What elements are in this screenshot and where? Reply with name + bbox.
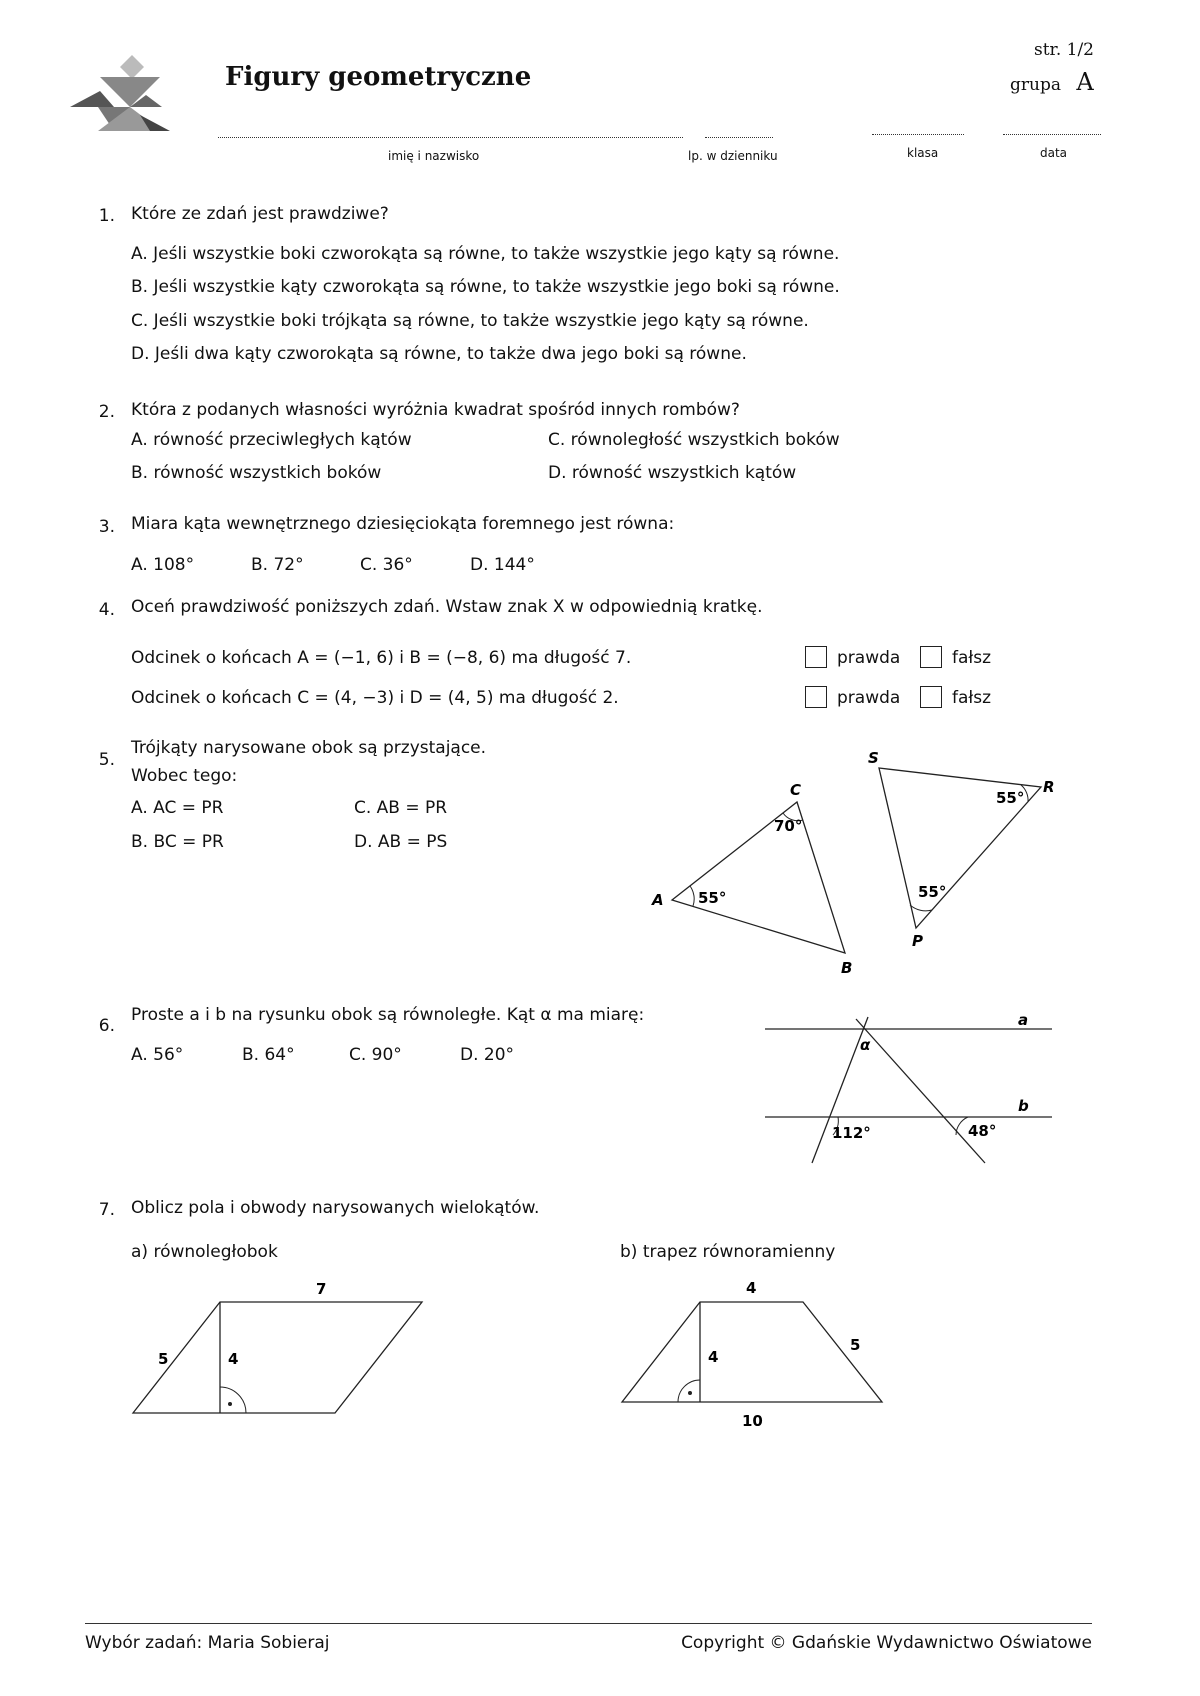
footer-author: Wybór zadań: Maria Sobieraj [85, 1633, 330, 1653]
label-side-5: 5 [158, 1350, 169, 1368]
angle-arc-a [690, 886, 694, 906]
trapezoid-figure [610, 1270, 910, 1430]
q6-number: 6. [98, 1016, 115, 1036]
q5-number: 5. [98, 750, 115, 770]
q4-s2-true-label: prawda [837, 688, 901, 708]
right-angle-arc-b [678, 1380, 700, 1402]
q6-option-a: A. 56° [131, 1045, 184, 1065]
q5-option-d: D. AB = PS [354, 832, 448, 852]
q6-option-c: C. 90° [349, 1045, 402, 1065]
label-angle-112: 112° [832, 1124, 871, 1142]
q6-option-b: B. 64° [242, 1045, 295, 1065]
group-label [1010, 68, 1094, 96]
label-side-5b: 5 [850, 1336, 861, 1354]
q2-option-d: D. równość wszystkich kątów [548, 463, 797, 483]
q6-text: Proste a i b na rysunku obok są równoległe. Kąt α ma miarę: [131, 1005, 645, 1025]
q1-text: Które ze zdań jest prawdziwe? [131, 204, 389, 224]
q4-statement-1: Odcinek o końcach A = (−1, 6) i B = (−8, 6) ma długość 7. [131, 648, 632, 668]
q2-option-a: A. równość przeciwległych kątów [131, 430, 412, 450]
q2-option-c: C. równoległość wszystkich boków [548, 430, 840, 450]
label-line-b: b [1018, 1097, 1029, 1115]
q7-part-b-label: b) trapez równoramienny [620, 1242, 836, 1262]
angle-arc-p [910, 905, 932, 911]
label-height-4: 4 [228, 1350, 239, 1368]
footer-divider [85, 1623, 1092, 1624]
q3-option-a: A. 108° [131, 555, 195, 575]
q2-text: Która z podanych własności wyróżnia kwadrat spośród innych rombów? [131, 400, 740, 420]
class-field-label: klasa [907, 146, 939, 160]
q3-text: Miara kąta wewnętrznego dziesięciokąta foremnego jest równa: [131, 514, 675, 534]
page-title: Figury geometryczne [225, 62, 532, 92]
parallelogram [133, 1302, 422, 1413]
q4-s2-false-checkbox[interactable] [920, 686, 942, 708]
right-angle-arc [220, 1387, 246, 1413]
q5-text: Trójkąty narysowane obok są przystające. [131, 738, 487, 758]
number-field-line[interactable] [705, 137, 773, 138]
label-height-4b: 4 [708, 1348, 719, 1366]
q3-number: 3. [98, 517, 115, 537]
q7-number: 7. [98, 1200, 115, 1220]
q1-option-d: D. Jeśli dwa kąty czworokąta są równe, to także dwa jego boki są równe. [131, 344, 747, 364]
label-top-4: 4 [746, 1279, 757, 1297]
q4-text: Oceń prawdziwość poniższych zdań. Wstaw znak X w odpowiednią kratkę. [131, 597, 763, 617]
label-p: P [912, 932, 923, 950]
label-top-7: 7 [316, 1280, 327, 1298]
q2-option-b: B. równość wszystkich boków [131, 463, 382, 483]
parallelogram-figure [120, 1270, 440, 1420]
q7-part-a-label: a) równoległobok [131, 1242, 278, 1262]
page-number: str. 1/2 [1034, 40, 1094, 60]
label-alpha: α [860, 1036, 871, 1054]
q5-option-b: B. BC = PR [131, 832, 224, 852]
name-field-line[interactable] [218, 137, 683, 138]
trapezoid [622, 1302, 882, 1402]
number-field-label: lp. w dzienniku [688, 149, 778, 163]
group-label-text: grupa [1010, 75, 1061, 95]
q6-parallel-lines-figure [760, 1005, 1060, 1170]
q4-s2-true-checkbox[interactable] [805, 686, 827, 708]
q5-text-2: Wobec tego: [131, 766, 238, 786]
q4-statement-2: Odcinek o końcach C = (4, −3) i D = (4, 5) ma długość 2. [131, 688, 619, 708]
q1-option-c: C. Jeśli wszystkie boki trójkąta są równe, to także wszystkie jego kąty są równe. [131, 311, 809, 331]
group-value: A [1076, 68, 1094, 96]
q1-number: 1. [98, 206, 115, 226]
label-bottom-10: 10 [742, 1412, 763, 1430]
q2-number: 2. [98, 402, 115, 422]
q3-option-b: B. 72° [251, 555, 304, 575]
q7-text: Oblicz pola i obwody narysowanych wielokątów. [131, 1198, 540, 1218]
q6-option-d: D. 20° [460, 1045, 515, 1065]
q4-s1-false-label: fałsz [952, 648, 992, 668]
q1-option-b: B. Jeśli wszystkie kąty czworokąta są równe, to także wszystkie jego boki są równe. [131, 277, 840, 297]
label-angle-r: 55° [996, 789, 1025, 807]
q4-s1-true-label: prawda [837, 648, 901, 668]
date-field-line[interactable] [1003, 134, 1101, 135]
label-r: R [1043, 778, 1055, 796]
label-b: B [841, 959, 853, 977]
q4-s1-true-checkbox[interactable] [805, 646, 827, 668]
label-angle-c: 70° [774, 817, 803, 835]
label-angle-48: 48° [968, 1122, 997, 1140]
q5-option-c: C. AB = PR [354, 798, 448, 818]
right-angle-dot-b [688, 1391, 692, 1395]
footer-copyright: Copyright © Gdańskie Wydawnictwo Oświatowe [681, 1633, 1092, 1653]
q1-option-a: A. Jeśli wszystkie boki czworokąta są równe, to także wszystkie jego kąty są równe. [131, 244, 840, 264]
label-a: A [652, 891, 664, 909]
transversal-2 [856, 1019, 985, 1163]
label-angle-p: 55° [918, 883, 947, 901]
q4-number: 4. [98, 600, 115, 620]
class-field-line[interactable] [872, 134, 964, 135]
q4-s2-false-label: fałsz [952, 688, 992, 708]
q5-triangles-figure [640, 745, 1070, 985]
triangle-abc [672, 802, 845, 953]
label-line-a: a [1018, 1011, 1029, 1029]
q3-option-c: C. 36° [360, 555, 413, 575]
q3-option-d: D. 144° [470, 555, 535, 575]
label-c: C [790, 781, 802, 799]
q4-s1-false-checkbox[interactable] [920, 646, 942, 668]
publisher-logo [70, 55, 180, 145]
label-s: S [868, 749, 879, 767]
right-angle-dot [228, 1402, 232, 1406]
label-angle-a: 55° [698, 889, 727, 907]
date-field-label: data [1040, 146, 1068, 160]
q5-option-a: A. AC = PR [131, 798, 224, 818]
name-field-label: imię i nazwisko [388, 149, 480, 163]
